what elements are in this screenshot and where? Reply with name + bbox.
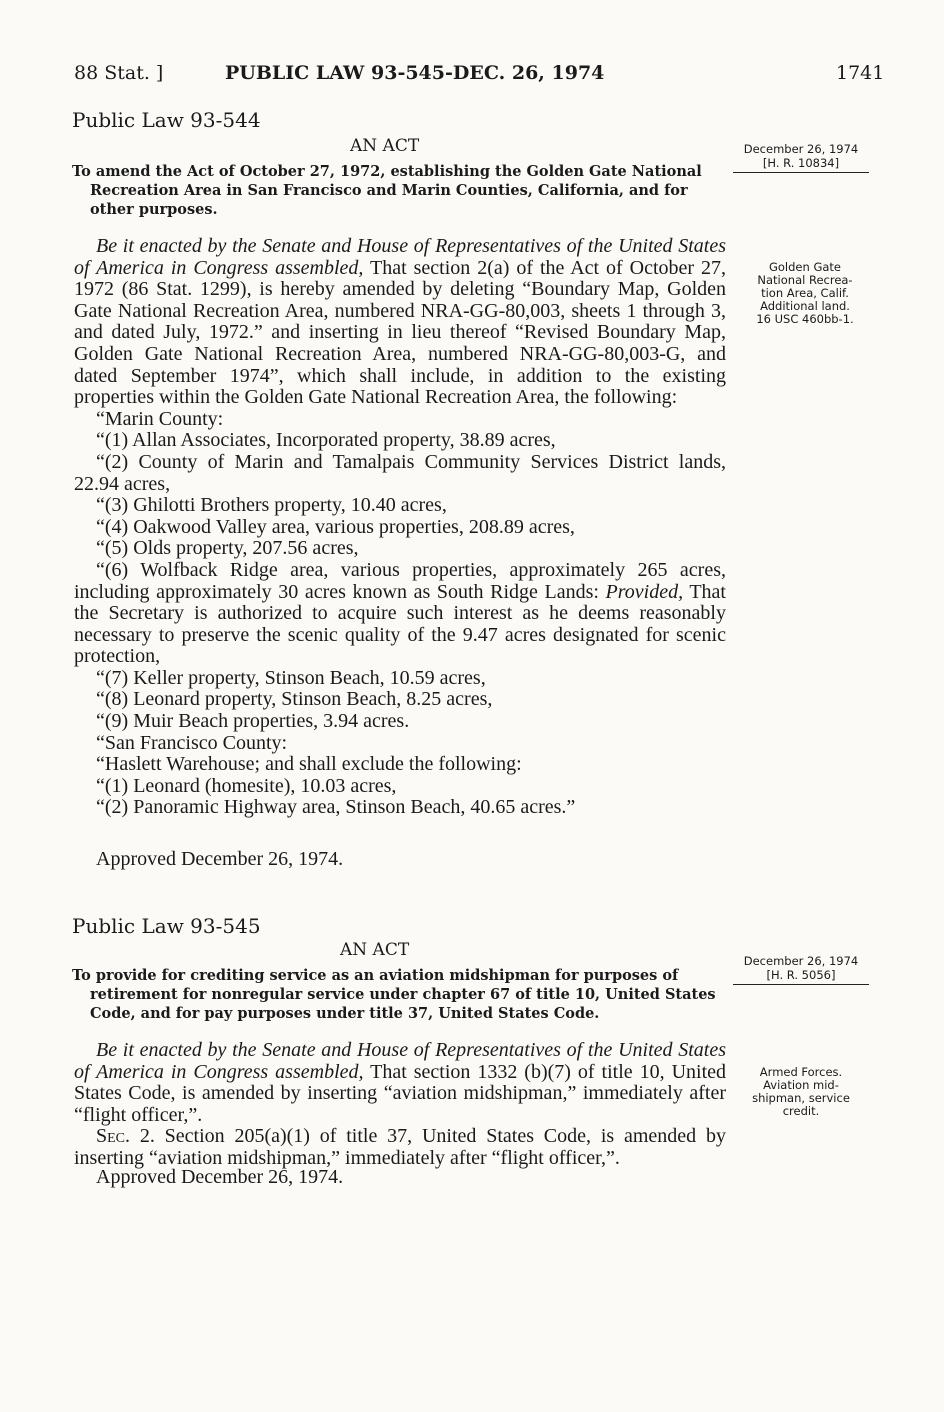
- excluded-item: “(2) Panoramic Highway area, Stinson Beach, 40.65 acres.”: [96, 796, 576, 819]
- margin-note-line: Golden Gate: [768, 260, 841, 274]
- law2-purpose: [72, 966, 732, 1023]
- law2-side-bill: [H. R. 5056]: [733, 969, 869, 986]
- volume-reference: 88 Stat. ]: [74, 62, 164, 84]
- property-item: “(1) Allan Associates, Incorporated property, 38.89 acres,: [96, 429, 556, 452]
- law2-an-act: AN ACT: [340, 940, 410, 960]
- law2-approved: Approved December 26, 1974.: [96, 1166, 344, 1188]
- page-number: 1741: [836, 62, 885, 84]
- law1-enacting-clause: [74, 236, 726, 409]
- item6-proviso: Provided,: [605, 580, 684, 603]
- law1-body: [74, 236, 726, 819]
- property-item-6: [74, 560, 726, 668]
- item6-end: That the Secretary is authorized to acquire such interest as he deems reasonably necessary to preserve the scenic quality of the 9.47 acres designated for scenic protection,: [74, 580, 726, 668]
- law2-purpose-line: To provide for crediting service as an aviation midshipman for purposes of: [72, 967, 679, 984]
- enacting-text: That section 1332 (b)(7) of title 10, United States Code, is amended by inserting “aviation midshipman,” immediately after “flight officer,”.: [74, 1060, 727, 1126]
- property-item: “(8) Leonard property, Stinson Beach, 8.25 acres,: [96, 688, 493, 711]
- law1-side-date-block: [733, 143, 869, 173]
- margin-note-line: National Recrea-: [757, 273, 853, 287]
- property-item: “(3) Ghilotti Brothers property, 10.40 acres,: [96, 494, 447, 517]
- page-header-title: PUBLIC LAW 93-545-DEC. 26, 1974: [225, 62, 605, 84]
- margin-note-line: credit.: [782, 1104, 820, 1118]
- marin-county-heading: “Marin County:: [96, 407, 224, 430]
- law2-side-date: December 26, 1974: [743, 954, 859, 968]
- margin-note-line: tion Area, Calif.: [761, 286, 849, 300]
- law1-purpose-line: other purposes.: [90, 201, 218, 218]
- law2-enacting-clause: [74, 1040, 726, 1126]
- law1-purpose: [72, 162, 732, 219]
- law2-title: Public Law 93-545: [72, 914, 261, 938]
- excluded-item: “(1) Leonard (homesite), 10.03 acres,: [96, 774, 397, 797]
- margin-note-line: Additional land.: [760, 299, 850, 313]
- law2-purpose-line: retirement for nonregular service under chapter 67 of title 10, United States: [90, 986, 716, 1003]
- margin-note-line: shipman, service: [752, 1091, 850, 1105]
- property-item: “(9) Muir Beach properties, 3.94 acres.: [96, 710, 410, 733]
- law1-title: Public Law 93-544: [72, 108, 261, 132]
- property-item: “(4) Oakwood Valley area, various properties, 208.89 acres,: [96, 515, 575, 538]
- law1-side-bill: [H. R. 10834]: [733, 157, 869, 174]
- property-item: “(2) County of Marin and Tamalpais Community Services District lands, 22.94 acres,: [74, 450, 726, 495]
- law2-margin-note: [736, 1066, 866, 1118]
- property-item: “(7) Keller property, Stinson Beach, 10.59 acres,: [96, 666, 486, 689]
- margin-note-line: Armed Forces.: [759, 1065, 843, 1079]
- law2-body: [74, 1040, 726, 1170]
- law2-side-date-block: [733, 955, 869, 985]
- law2-purpose-line: Code, and for pay purposes under title 37, United States Code.: [90, 1005, 600, 1022]
- law1-margin-note: [740, 261, 870, 326]
- enacting-text: That section 2(a) of the Act of October 27, 1972 (86 Stat. 1299), is hereby amended by deleting “Boundary Map, Golden Gate National Recreation Area, numbered NRA-GG-80,003, sheets 1 through 3, and dated July, 1972.” and inserting in lieu thereof “Revised Boundary Map, Golden Gate National Recreation Area, numbered NRA-GG-80,003-G, and dated September 1974”, which shall include, in addition to the existing properties within the Golden Gate National Recreation Area, the following:: [74, 256, 727, 409]
- property-item: “(5) Olds property, 207.56 acres,: [96, 537, 359, 560]
- section-label: Sec. 2.: [96, 1125, 155, 1148]
- san-francisco-heading: “San Francisco County:: [96, 731, 288, 754]
- item6-start: “(6) Wolfback Ridge area, various properties, approximately 265 acres, including approximately 30 acres known as South Ridge Lands:: [74, 558, 726, 603]
- margin-note-line: Aviation mid-: [763, 1078, 839, 1092]
- enacting-formula: Be it enacted by the Senate and House of Representatives of the United States of America in Congress assembled,: [74, 1039, 726, 1083]
- margin-note-line: 16 USC 460bb-1.: [756, 312, 854, 326]
- haslett-warehouse: “Haslett Warehouse; and shall exclude the following:: [96, 753, 522, 776]
- law1-side-date: December 26, 1974: [743, 142, 859, 156]
- section-text: Section 205(a)(1) of title 37, United States Code, is amended by inserting “aviation midshipman,” immediately after “flight officer,”.: [74, 1125, 726, 1169]
- law2-section-2: [74, 1126, 726, 1169]
- law1-an-act: AN ACT: [350, 136, 420, 156]
- law1-purpose-line: Recreation Area in San Francisco and Marin Counties, California, and for: [90, 182, 688, 199]
- law1-purpose-line: To amend the Act of October 27, 1972, establishing the Golden Gate National: [72, 163, 702, 180]
- enacting-formula: Be it enacted by the Senate and House of Representatives of the United States of America in Congress assembled,: [74, 235, 726, 279]
- law1-approved: Approved December 26, 1974.: [96, 848, 344, 870]
